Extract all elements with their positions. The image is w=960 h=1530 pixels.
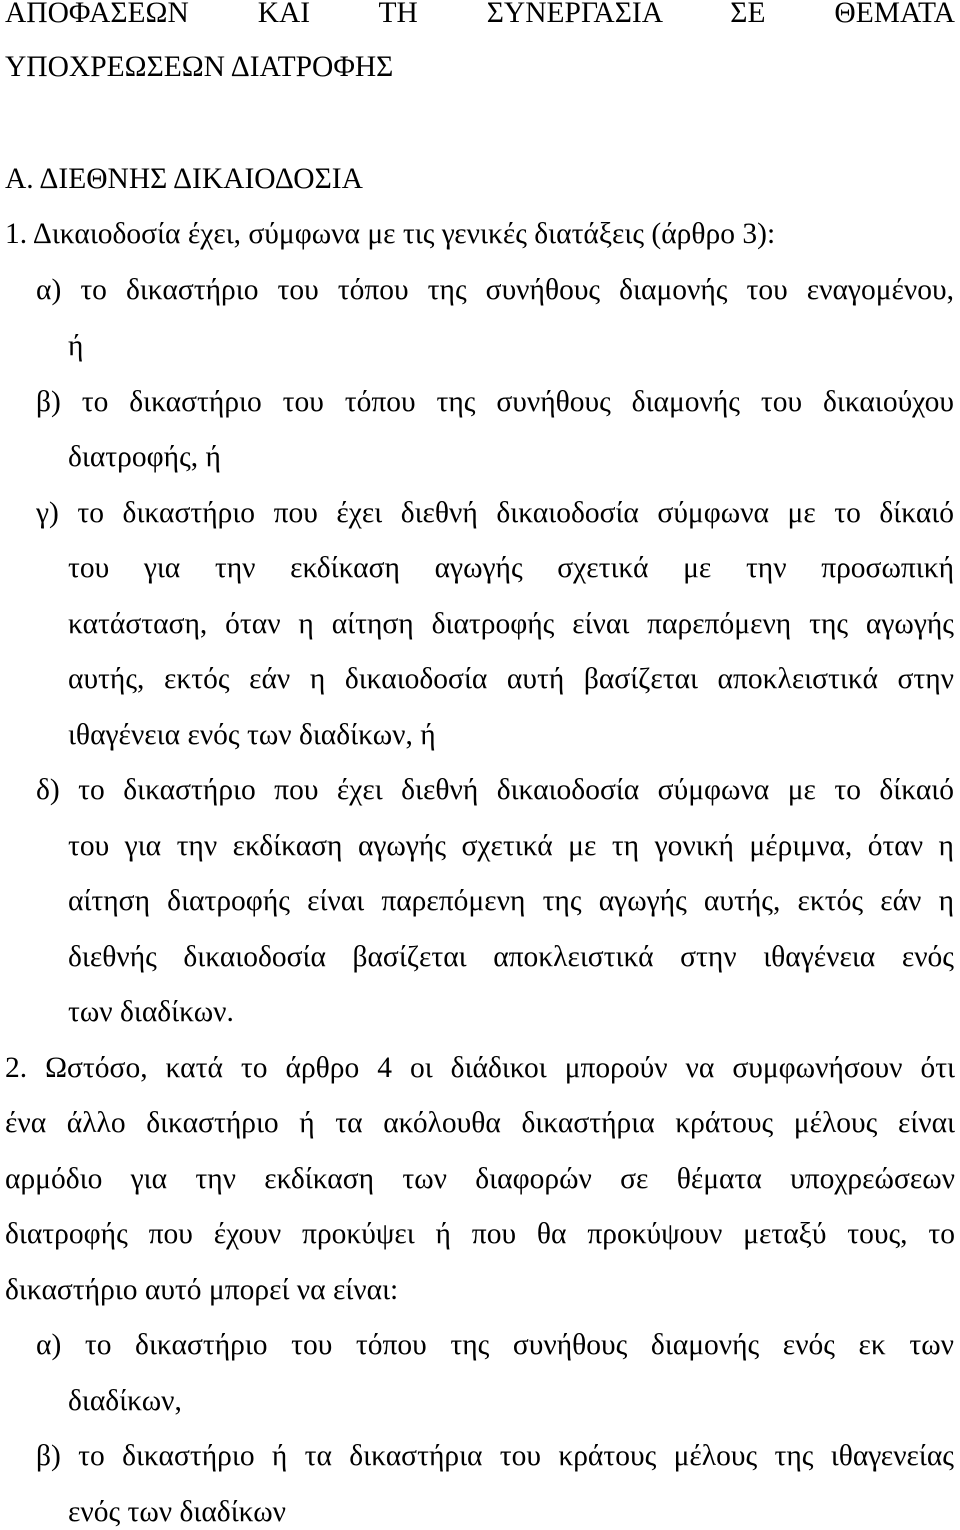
document-title-line-1: ΑΠΟΦΑΣΕΩΝ ΚΑΙ ΤΗ ΣΥΝΕΡΓΑΣΙΑ ΣΕ ΘΕΜΑΤΑ <box>5 0 955 29</box>
list-item-line: β) το δικαστήριο του τόπου της συνήθους διαμονής του δικαιούχου <box>36 386 954 418</box>
paragraph-2-line: 2. Ωστόσο, κατά το άρθρο 4 οι διάδικοι μπορούν να συμφωνήσουν ότι <box>5 1052 955 1084</box>
list-item-line: διεθνής δικαιοδοσία βασίζεται αποκλειστικά στην ιθαγένεια ενός <box>68 941 954 973</box>
paragraph-2-line: αρμόδιο για την εκδίκαση των διαφορών σε θέματα υποχρεώσεων <box>5 1163 955 1195</box>
paragraph-2-line: διατροφής που έχουν προκύψει ή που θα προκύψουν μεταξύ τους, το <box>5 1218 955 1250</box>
list-item-line: ενός των διαδίκων <box>68 1496 287 1528</box>
list-item-line: δ) το δικαστήριο που έχει διεθνή δικαιοδοσία σύμφωνα με το δίκαιό <box>36 774 954 806</box>
paragraph-2-line: δικαστήριο αυτό μπορεί να είναι: <box>5 1274 399 1306</box>
list-item-line: α) το δικαστήριο του τόπου της συνήθους διαμονής του εναγομένου, <box>36 274 954 306</box>
list-item-line: κατάσταση, όταν η αίτηση διατροφής είναι παρεπόμενη της αγωγής <box>68 608 954 640</box>
section-heading: Α. ΔΙΕΘΝΗΣ ΔΙΚΑΙΟΔΟΣΙΑ <box>5 163 363 195</box>
list-item-line: α) το δικαστήριο του τόπου της συνήθους διαμονής ενός εκ των <box>36 1329 954 1361</box>
list-item-line: ή <box>68 330 84 362</box>
paragraph-2-line: ένα άλλο δικαστήριο ή τα ακόλουθα δικαστήρια κράτους μέλους είναι <box>5 1107 955 1139</box>
list-item-line: β) το δικαστήριο ή τα δικαστήρια του κράτους μέλους της ιθαγενείας <box>36 1440 954 1472</box>
list-item-line: αίτηση διατροφής είναι παρεπόμενη της αγωγής αυτής, εκτός εάν η <box>68 885 954 917</box>
paragraph-1-intro: 1. Δικαιοδοσία έχει, σύμφωνα με τις γενικές διατάξεις (άρθρο 3): <box>5 218 776 250</box>
list-item-line: ιθαγένεια ενός των διαδίκων, ή <box>68 719 436 751</box>
list-item-line: γ) το δικαστήριο που έχει διεθνή δικαιοδοσία σύμφωνα με το δίκαιό <box>36 497 954 529</box>
document-title-line-2: ΥΠΟΧΡΕΩΣΕΩΝ ΔΙΑΤΡΟΦΗΣ <box>5 51 394 83</box>
list-item-line: διαδίκων, <box>68 1385 182 1417</box>
list-item-line: αυτής, εκτός εάν η δικαιοδοσία αυτή βασίζεται αποκλειστικά στην <box>68 663 954 695</box>
list-item-line: των διαδίκων. <box>68 996 234 1028</box>
list-item-line: διατροφής, ή <box>68 441 221 473</box>
list-item-line: του για την εκδίκαση αγωγής σχετικά με την προσωπική <box>68 552 954 584</box>
list-item-line: του για την εκδίκαση αγωγής σχετικά με τη γονική μέριμνα, όταν η <box>68 830 954 862</box>
